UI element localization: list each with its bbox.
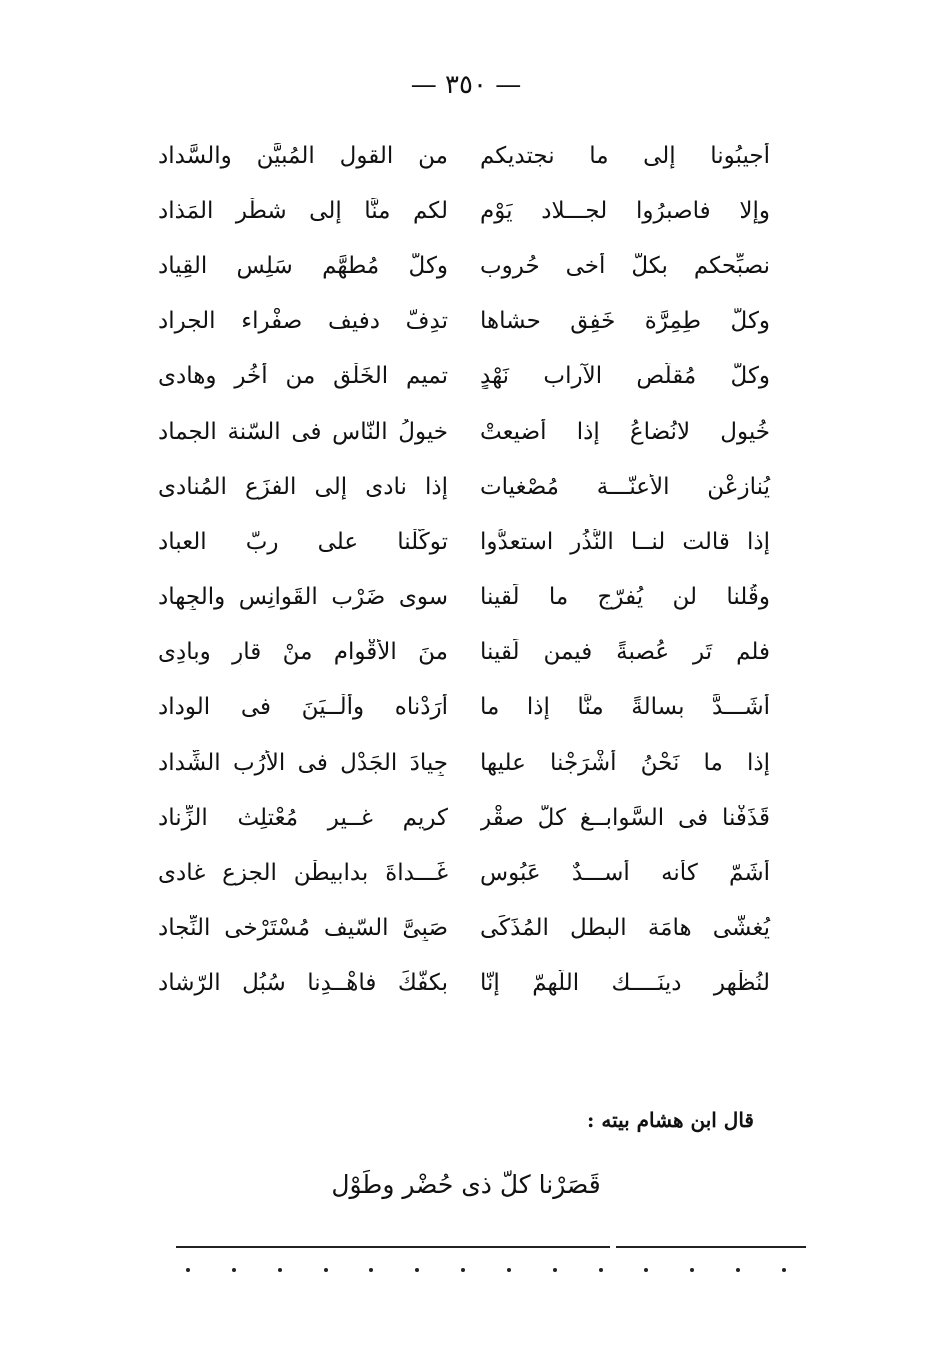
hemistich-second: كريمٍ غــير مُعْتلِث الزِّناد xyxy=(158,804,448,831)
verse-line xyxy=(150,514,780,569)
verse-line xyxy=(150,956,780,1011)
hemistich-first: يُغشّى هامَة البطل المُذَكِّى xyxy=(480,915,770,942)
verse-line xyxy=(150,404,780,459)
hemistich-first: وإلا فاصبرُوا لجـــلاد يَوْمٍ xyxy=(480,197,770,224)
hemistich-second: توكَّلْنا على ربّ العباد xyxy=(158,528,448,555)
hemistich-first: فلم تَر عُصبةً فيمن لَقينا xyxy=(480,639,770,666)
dot xyxy=(507,1268,511,1272)
dot xyxy=(232,1268,236,1272)
hemistich-second: وكلّ مُطهَّم سَلِس القِياد xyxy=(158,252,448,279)
verse-line xyxy=(150,570,780,625)
verse-line xyxy=(150,735,780,790)
hemistich-first: أجيبُونا إلى ما نجتديكم xyxy=(480,142,770,169)
editor-note: قال ابن هشام بيته : xyxy=(587,1108,754,1132)
verse-line xyxy=(150,845,780,900)
dot xyxy=(415,1268,419,1272)
hemistich-second: صَبِىَّ السّيف مُسْتَرْخى النِّجاد xyxy=(158,915,448,942)
dot xyxy=(690,1268,694,1272)
hemistich-first: خُيول لانُضاعُ إذا أُضيعتْ xyxy=(480,418,770,445)
verse-line xyxy=(150,625,780,680)
hemistich-first: أشَمّ كأنه أســـدٌ عَبُوس xyxy=(480,860,770,887)
dot-leader xyxy=(186,1268,786,1272)
hemistich-second: تدِفّ دفيف صفْراء الجراد xyxy=(158,308,448,335)
hemistich-second: إذا نادى إلى الفزَع المُنادى xyxy=(158,473,448,500)
verse-line xyxy=(150,128,780,183)
quoted-verse: قَصَرْنا كلّ ذى حُضْر وطَوْل xyxy=(331,1170,601,1199)
page-number: — ٣٥٠ — xyxy=(410,70,522,100)
verse-line xyxy=(150,790,780,845)
hemistich-second: من القول المُبيَّن والسَّداد xyxy=(158,142,448,169)
hemistich-second: أرَدْناه وألْــيَنَ فى الوِداد xyxy=(158,694,448,721)
hemistich-first: لنُظْهِر دينَــــك اللّهمّ إنّا xyxy=(480,970,770,997)
dot xyxy=(599,1268,603,1272)
verse-line xyxy=(150,459,780,514)
dot xyxy=(553,1268,557,1272)
hemistich-first: إذا ما نَحْنُ أشْرَجْنا عليها xyxy=(480,749,770,776)
hemistich-first: وقُلنا لن يُفرّج ما لَقينا xyxy=(480,584,770,611)
hemistich-first: وكلّ مُقلَّص الآراب نَهْدٍ xyxy=(480,363,770,390)
dot xyxy=(186,1268,190,1272)
verse-line xyxy=(150,349,780,404)
hemistich-first: أشَـــدَّ بسالةً منَّا إذا ما xyxy=(480,694,770,721)
verse-line xyxy=(150,294,780,349)
hemistich-first: قَذَفْنا فى السَّوابــغ كلّ صقْرٍ xyxy=(480,804,770,831)
hemistich-second: منَ الأقْوام منْ قارٍ وبادِى xyxy=(158,639,448,666)
hemistich-first: يُنازعْن الأعنّـــة مُصْغيات xyxy=(480,473,770,500)
dot xyxy=(736,1268,740,1272)
dot xyxy=(644,1268,648,1272)
hemistich-first: وكلّ طِمِرَّة خَفِق حشاها xyxy=(480,308,770,335)
page-rule xyxy=(616,1246,806,1248)
hemistich-second: جِيادَ الجَدْل فى الأُرُب الشِّداد xyxy=(158,749,448,776)
hemistich-second: غَـــداةَ بدابيطْن الجزع غادى xyxy=(158,860,448,887)
dot xyxy=(278,1268,282,1272)
dot xyxy=(461,1268,465,1272)
dot xyxy=(369,1268,373,1272)
verse-line xyxy=(150,680,780,735)
hemistich-second: خيولُ النّاس فى السّنة الجماد xyxy=(158,418,448,445)
hemistich-first: نصبِّحكم بكلّ أخى حُروب xyxy=(480,252,770,279)
poem xyxy=(150,128,780,1011)
page-rule xyxy=(176,1246,610,1248)
dot xyxy=(324,1268,328,1272)
verse-line xyxy=(150,183,780,238)
hemistich-second: بكفّكَ فاهْــدِنا سُبُل الرّشاد xyxy=(158,970,448,997)
hemistich-second: لكم منَّا إلى شطْر المَذاد xyxy=(158,197,448,224)
verse-line xyxy=(150,238,780,293)
hemistich-second: تميم الخَلْق من أُخُرٍ وهادى xyxy=(158,363,448,390)
verse-line xyxy=(150,901,780,956)
hemistich-first: إذا قالت لنــا النُّذُر استعدُّوا xyxy=(480,528,770,555)
hemistich-second: سوى ضَرْب القَوانِس والجِهاد xyxy=(158,584,448,611)
dot xyxy=(782,1268,786,1272)
